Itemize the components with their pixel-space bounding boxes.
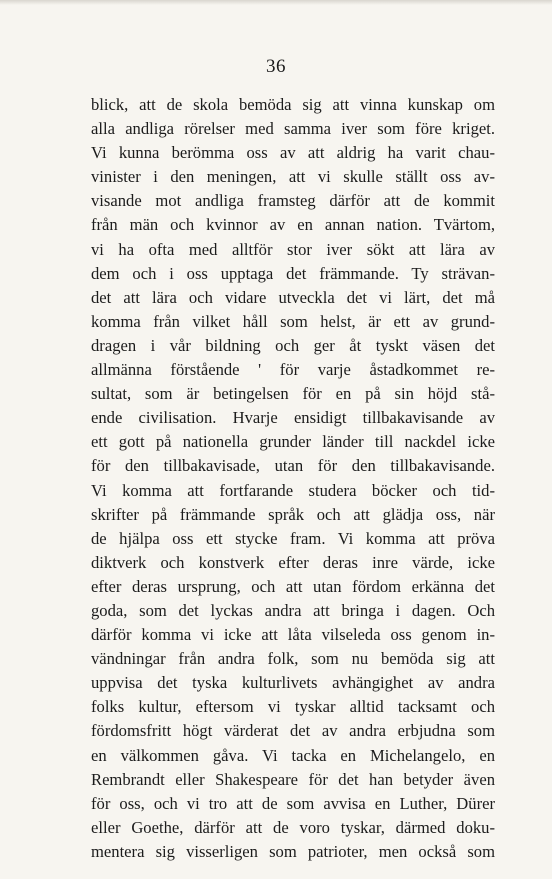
text-line: därför komma vi icke att låta vilseleda oss genom in- bbox=[91, 625, 495, 645]
page-top-edge bbox=[0, 0, 552, 5]
text-line: för oss, och vi tro att de som avvisa en Luther, Dürer bbox=[91, 793, 495, 813]
text-line: blick, att de skola bemöda sig att vinna kunskap om bbox=[91, 95, 495, 114]
text-line: uppvisa det tyska kulturlivets avhängighet av andra bbox=[91, 673, 495, 693]
text-line: visande mot andliga framsteg därför att de kommit bbox=[91, 191, 495, 211]
text-line: dem och i oss upptaga det främmande. Ty strävan- bbox=[91, 263, 495, 283]
text-line: dragen i vår bildning och ger åt tyskt väsen det bbox=[91, 335, 495, 355]
text-line: skrifter på främmande språk och att glädja oss, när bbox=[91, 504, 495, 524]
text-line: ende civilisation. Hvarje ensidigt tillbakavisande av bbox=[91, 408, 495, 428]
text-line: vändningar från andra folk, som nu bemöda sig att bbox=[91, 649, 495, 669]
text-line: ett gott på nationella grunder länder till nackdel icke bbox=[91, 432, 495, 452]
text-line: allmänna förstående ' för varje åstadkommet re- bbox=[91, 360, 495, 380]
text-line: från män och kvinnor av en annan nation. Tvärtom, bbox=[91, 215, 495, 235]
text-line: mentera sig visserligen som patrioter, men också som bbox=[91, 841, 495, 861]
text-line: goda, som det lyckas andra att bringa i dagen. Och bbox=[91, 600, 495, 620]
text-line: vinister i den meningen, att vi skulle ställt oss av- bbox=[91, 167, 495, 187]
text-line: eller Goethe, därför att de voro tyskar, därmed doku- bbox=[91, 817, 495, 837]
text-line: Vi kunna berömma oss av att aldrig ha varit chau- bbox=[91, 143, 495, 163]
text-line: alla andliga rörelser med samma iver som före kriget. bbox=[91, 119, 495, 139]
text-line: diktverk och konstverk efter deras inre värde, icke bbox=[91, 552, 495, 572]
text-line: det att lära och vidare utveckla det vi lärt, det må bbox=[91, 287, 495, 307]
body-text bbox=[91, 93, 495, 864]
text-line: en välkommen gåva. Vi tacka en Michelangelo, en bbox=[91, 745, 495, 765]
text-line: efter deras ursprung, och att utan fördom erkänna det bbox=[91, 576, 495, 596]
text-line: fördomsfritt högt värderat det av andra erbjudna som bbox=[91, 721, 495, 741]
text-line: Rembrandt eller Shakespeare för det han betyder även bbox=[91, 769, 495, 789]
text-line: de hjälpa oss ett stycke fram. Vi komma att pröva bbox=[91, 528, 495, 548]
page-number: 36 bbox=[266, 56, 286, 77]
text-line: för den tillbakavisade, utan för den tillbakavisande. bbox=[91, 456, 495, 476]
text-line: komma från vilket håll som helst, är ett av grund- bbox=[91, 311, 495, 331]
text-line: folks kultur, eftersom vi tyskar alltid tacksamt och bbox=[91, 697, 495, 717]
text-line: sultat, som är betingelsen för en på sin höjd stå- bbox=[91, 384, 495, 404]
text-line: vi ha ofta med alltför stor iver sökt att lära av bbox=[91, 239, 495, 259]
text-line: Vi komma att fortfarande studera böcker och tid- bbox=[91, 480, 495, 500]
